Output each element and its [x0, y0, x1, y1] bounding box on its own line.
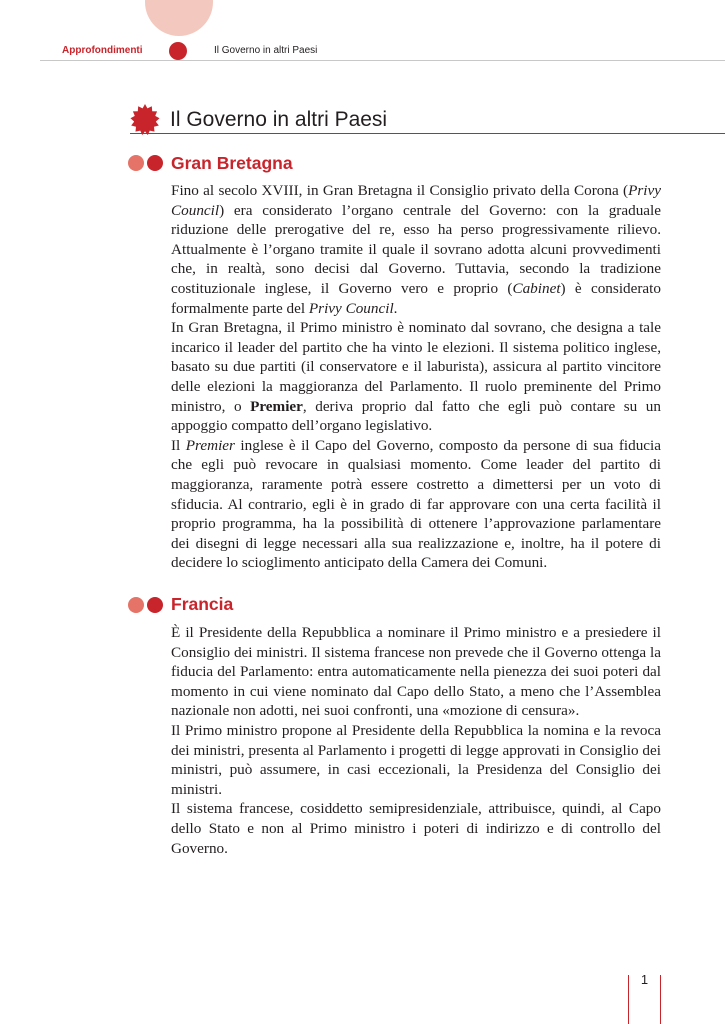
italic-text: Premier [185, 436, 235, 454]
text-run: ) era considerato l’organo centrale del Governo: con la graduale riduzione delle prerogative del re, esso ha perso progressivamente rilievo. Attualmente è l’organo tramite il quale il sovrano adotta alcuni provvedimenti che, in realtà, sono decisi dal Governo. Tuttavia, secondo la tradizione costituzionale inglese, il Governo vero e proprio ( [171, 201, 661, 297]
text-run: , deriva proprio dal fatto che egli può contare su un appoggio compatto dell’organo legislativo. [171, 397, 661, 435]
page-number-rule-right [660, 975, 661, 1024]
red-seal-icon [128, 103, 162, 137]
text-run: inglese è il Capo del Governo, composto da persone di sua fiducia che egli può revocare in qualsiasi momento. Come leader del partito di maggioranza, raramente potrà essere costretto a dimettersi per un voto di sfiducia. Al contrario, egli è in grado di far approvare con una certa facilità il proprio programma, ha la possibilità di ottenere l’approvazione parlamentare dei disegni di legge necessari alla sua realizzazione e, inoltre, ha il potere di decidere lo scioglimento anticipato della Camera dei Comuni. [171, 436, 661, 572]
text-run: Il sistema francese, cosiddetto semipresidenziale, attribuisce, quindi, al Capo dello Stato e non al Primo ministro i poteri di indirizzo e di controllo del Governo. [171, 800, 661, 857]
bold-text: Premier [250, 397, 303, 415]
header-dot-icon [169, 42, 187, 60]
paragraph [171, 436, 661, 573]
section-heading-gran-bretagna: Gran Bretagna [171, 153, 293, 173]
paragraph [171, 181, 661, 318]
header-section-label: Approfondimenti [62, 45, 143, 56]
text-run: È il Presidente della Repubblica a nominare il Primo ministro e a presiedere il Consiglio dei ministri. Il sistema francese non prevede che il Governo ottenga la fiducia del Parlamento: entra automaticamente nella pienezza dei suoi poteri dal momento in cui viene nominato dal Capo dello Stato, a meno che l’Assemblea nazionale non adotti, nei suoi confronti, una «mozione di censura». [171, 624, 661, 720]
section-body-gran-bretagna [171, 181, 661, 573]
header-chapter-label: Il Governo in altri Paesi [214, 45, 318, 56]
text-run: Il Primo ministro propone al Presidente della Repubblica la nomina e la revoca dei ministri, presenta al Parlamento i progetti di legge approvati in Consiglio dei ministri, può assumere, in casi eccezionali, la Presidenza del Consiglio dei ministri. [171, 721, 661, 798]
header-decor-circle [145, 0, 213, 36]
italic-text: Cabinet [512, 279, 561, 297]
section-body-francia [171, 623, 661, 858]
section-bullet-icon [128, 155, 164, 171]
paragraph [171, 721, 661, 799]
section-bullet-icon [128, 597, 164, 613]
paragraph [171, 799, 661, 858]
italic-text: Privy Council [308, 299, 394, 317]
page-number: 1 [640, 972, 649, 987]
text-run: . [393, 299, 398, 317]
italic-text: Privy Council [171, 182, 661, 219]
header-rule [40, 60, 725, 61]
text-run: Fino al secolo XVIII, in Gran Bretagna il Consiglio privato della Corona ( [171, 182, 629, 199]
section-heading-francia: Francia [171, 594, 234, 614]
title-rule [130, 133, 725, 134]
text-run: In Gran Bretagna, il Primo ministro è nominato dal sovrano, che designa a tale incarico il leader del partito che ha vinto le elezioni. Il sistema politico inglese, basato su due partiti (il conservatore e il laburista), assicura al partito vincitore delle elezioni la maggioranza del Parlamento. Il ruolo preminente del Primo ministro, o [171, 319, 661, 415]
paragraph [171, 623, 661, 721]
text-run: Il [171, 436, 186, 454]
paragraph [171, 318, 661, 436]
page-title: Il Governo in altri Paesi [170, 108, 388, 131]
text-run: ) è considerato formalmente parte del [171, 279, 661, 317]
